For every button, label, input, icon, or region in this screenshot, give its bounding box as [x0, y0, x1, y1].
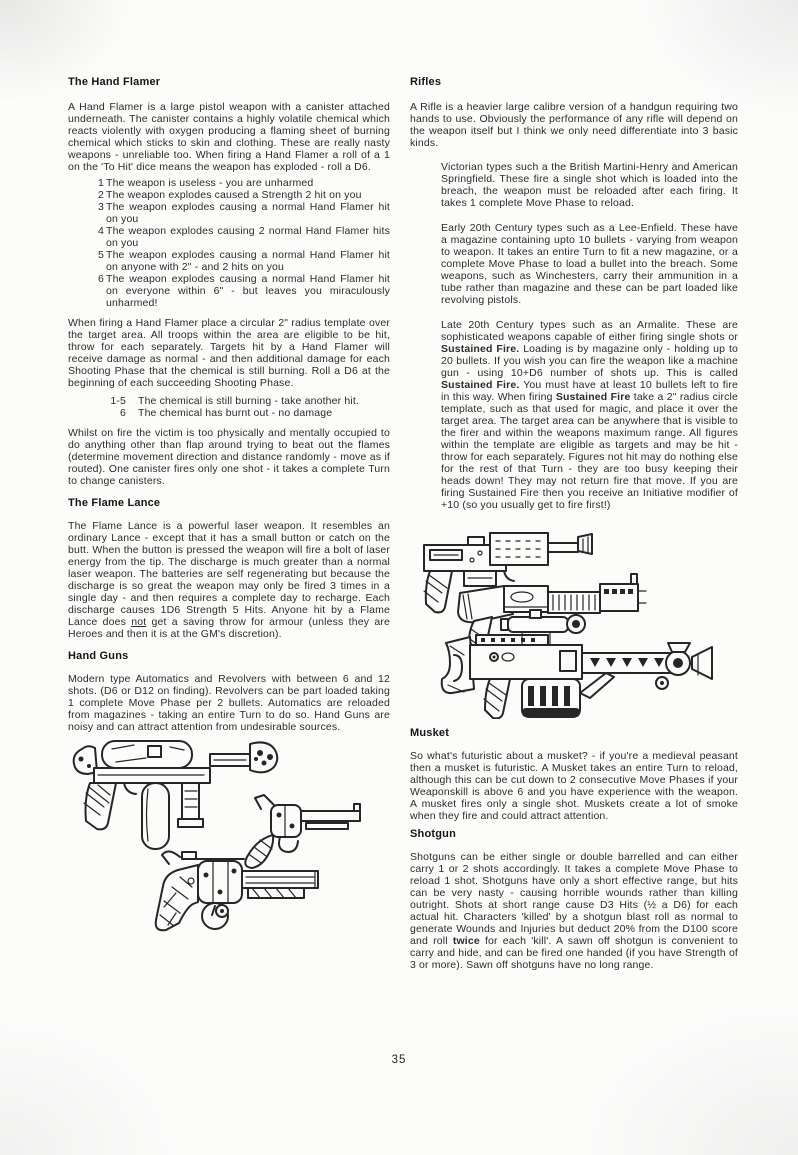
page-number: 35	[391, 1054, 407, 1066]
flame-lance-body: The Flame Lance is a powerful laser weapon. It resembles an ordinary Lance - except that it has a small button or catch on the butt. When the button is pressed the weapon will fire a bolt of laser energy from the tip. The discharge is much greater than a normal laser weapon. The batteries are self regenerating but because the discharge is so great the weapon may only be fired 3 times in a single day - and then requires a complete day to recharge. Each discharge causes 1D6 Strength 5 Hits. Anyone hit by a Flame Lance does not get a saving throw for armour (unless they are Heroes and then it is at the GM's discretion).	[68, 520, 390, 640]
rifles-illustration	[410, 519, 750, 719]
heading-flame-lance: The Flame Lance	[68, 497, 161, 509]
revolver-small-sketch	[245, 795, 360, 868]
musket-body: So what's futuristic about a musket? - if you're a medieval peasant then a musket is futuristic. A Musket takes an entire Turn to reload, although this can be cut down to 2 consecutive Move Phases if your Weaponskill is above 6 and you have experience with the weapon. A musket fires only a single shot. Muskets create a lot of smoke when they fire and could attract attention.	[410, 750, 738, 822]
heading-hand-guns: Hand Guns	[68, 650, 129, 662]
left-column	[68, 76, 390, 987]
list-item: 3 The weapon explodes causing a normal Hand Flamer hit on you	[98, 201, 390, 225]
list-item: 5 The weapon explodes causing a normal Hand Flamer hit on anyone with 2" - and 2 hits on you	[98, 249, 390, 273]
shotgun-body: Shotguns can be either single or double barrelled and can either carry 1 or 2 shots accordingly. It takes a complete Move Phase to reload 1 shot. Shotguns have only a short effective range, but hits can be very nasty - causing horrible wounds rather than killing outright. Shots at short range cause D3 Hits (½ a D6) for each actual hit. Characters 'killed' by a shotgun blast roll as normal to generate Wounds and Injuries but deduct 20% from the D100 score and roll twice for each 'kill'. A sawn off shotgun is convenient to carry and hide, and can be fired one handed (if you have Strength of 3 or more). Sawn off shotguns have no long range.	[410, 851, 738, 971]
heading-rifles: Rifles	[410, 76, 442, 88]
hand-flamer-pistol-sketch	[74, 741, 278, 849]
hand-flamer-template-para: When firing a Hand Flamer place a circular 2" radius template over the target area. All troops within the area are eligible to be hit, throw for each separately. Targets hit by a Hand Flamer will receive damage as normal - and then additional damage for each Shooting Phase that the chemical is still burning. Roll a D6 at the beginning of each succeeding Shooting Phase.	[68, 317, 390, 389]
burning-result-list	[68, 395, 390, 419]
list-item: 6 The chemical has burnt out - no damage	[120, 407, 333, 419]
heading-shotgun: Shotgun	[410, 828, 456, 840]
hand-guns-illustration	[68, 735, 402, 987]
revolver-large-sketch	[156, 851, 318, 930]
list-item: 6 The weapon explodes causing a normal Hand Flamer hit on everyone within 6" - but leaves you miraculously unharmed!	[98, 273, 390, 309]
heading-hand-flamer: The Hand Flamer	[68, 76, 161, 88]
right-column	[410, 76, 738, 971]
rifles-intro: A Rifle is a heavier large calibre version of a handgun requiring two hands to use. Obviously the performance of any rifle will depend on the weapon itself but I think we only need differentiate into 3 basic kinds.	[410, 101, 738, 149]
explosion-result-list	[68, 177, 390, 309]
list-item: 1 The weapon is useless - you are unharmed	[98, 177, 314, 189]
rifles-early20-para: Early 20th Century types such as a Lee-Enfield. These have a magazine containing upto 10 bullets - varying from weapon to weapon. It takes an entire Turn to fit a new magazine, or a complete Move Phase to load a bullet into the breach. Some weapons, such as Winchesters, carry their ammunition in a tube rather than magazine and these can be part loaded like revolving pistols.	[441, 222, 738, 306]
hand-guns-body: Modern type Automatics and Revolvers with between 6 and 12 shots. (D6 or D12 on finding). Revolvers can be part loaded taking 1 complete Move Phase per 2 bullets. Automatics are reloaded from magazines - taking an entire Turn to do so. Hand Guns are noisy and can attract attention from undesirable sources.	[68, 673, 390, 733]
rifles-late20-para: Late 20th Century types such as an Armalite. These are sophisticated weapons capable of either firing single shots or Sustained Fire. Loading is by magazine only - holding up to 20 bullets. If you wish you can fire the weapon like a machine gun - using 10+D6 number of shots up. This is called Sustained Fire. You must have at least 10 bullets left to fire in this way. When firing Sustained Fire take a 2" radius circle template, such as that used for magic, and place it over the target area. The target area can be anywhere that is visible to the firer and within the weapons maximum range. All figures within the template are eligible as targets and may be hit - throw for each separately. Figures not hit may do nothing else for the rest of that Turn - they are too busy keeping their heads down! They may not return fire that move. If you are firing Sustained Fire then you receive an Initiative modifier of +10 (so you usually get to fire first!)	[441, 319, 738, 511]
hand-flamer-intro: A Hand Flamer is a large pistol weapon with a canister attached underneath. The canister contains a highly volatile chemical which reacts violently with oxygen producing a flaming sheet of burning chemical which sticks to skin and clothing. These are really nasty weapons - unreliable too. When firing a Hand Flamer a roll of a 1 on the 'To Hit' dice means the weapon has exploded - roll a D6.	[68, 101, 390, 173]
list-item: 1-5 The chemical is still burning - take another hit.	[110, 395, 359, 407]
hand-flamer-fire-para: Whilst on fire the victim is too physically and mentally occupied to do anything other than flap around trying to beat out the flames (determine movement direction and distance randomly - move as if routed). One canister fires only one shot - it takes a complete Turn to change canisters.	[68, 427, 390, 487]
rifles-victorian-para: Victorian types such a the British Martini-Henry and American Springfield. These fire a single shot which is loaded into the breach, the weapon must be reloaded after each firing. It takes 1 complete Move Phase to reload.	[441, 161, 738, 209]
list-item: 4 The weapon explodes causing 2 normal Hand Flamer hits on you	[98, 225, 390, 249]
heading-musket: Musket	[410, 727, 450, 739]
list-item: 2 The weapon explodes caused a Strength 2 hit on you	[98, 189, 362, 201]
